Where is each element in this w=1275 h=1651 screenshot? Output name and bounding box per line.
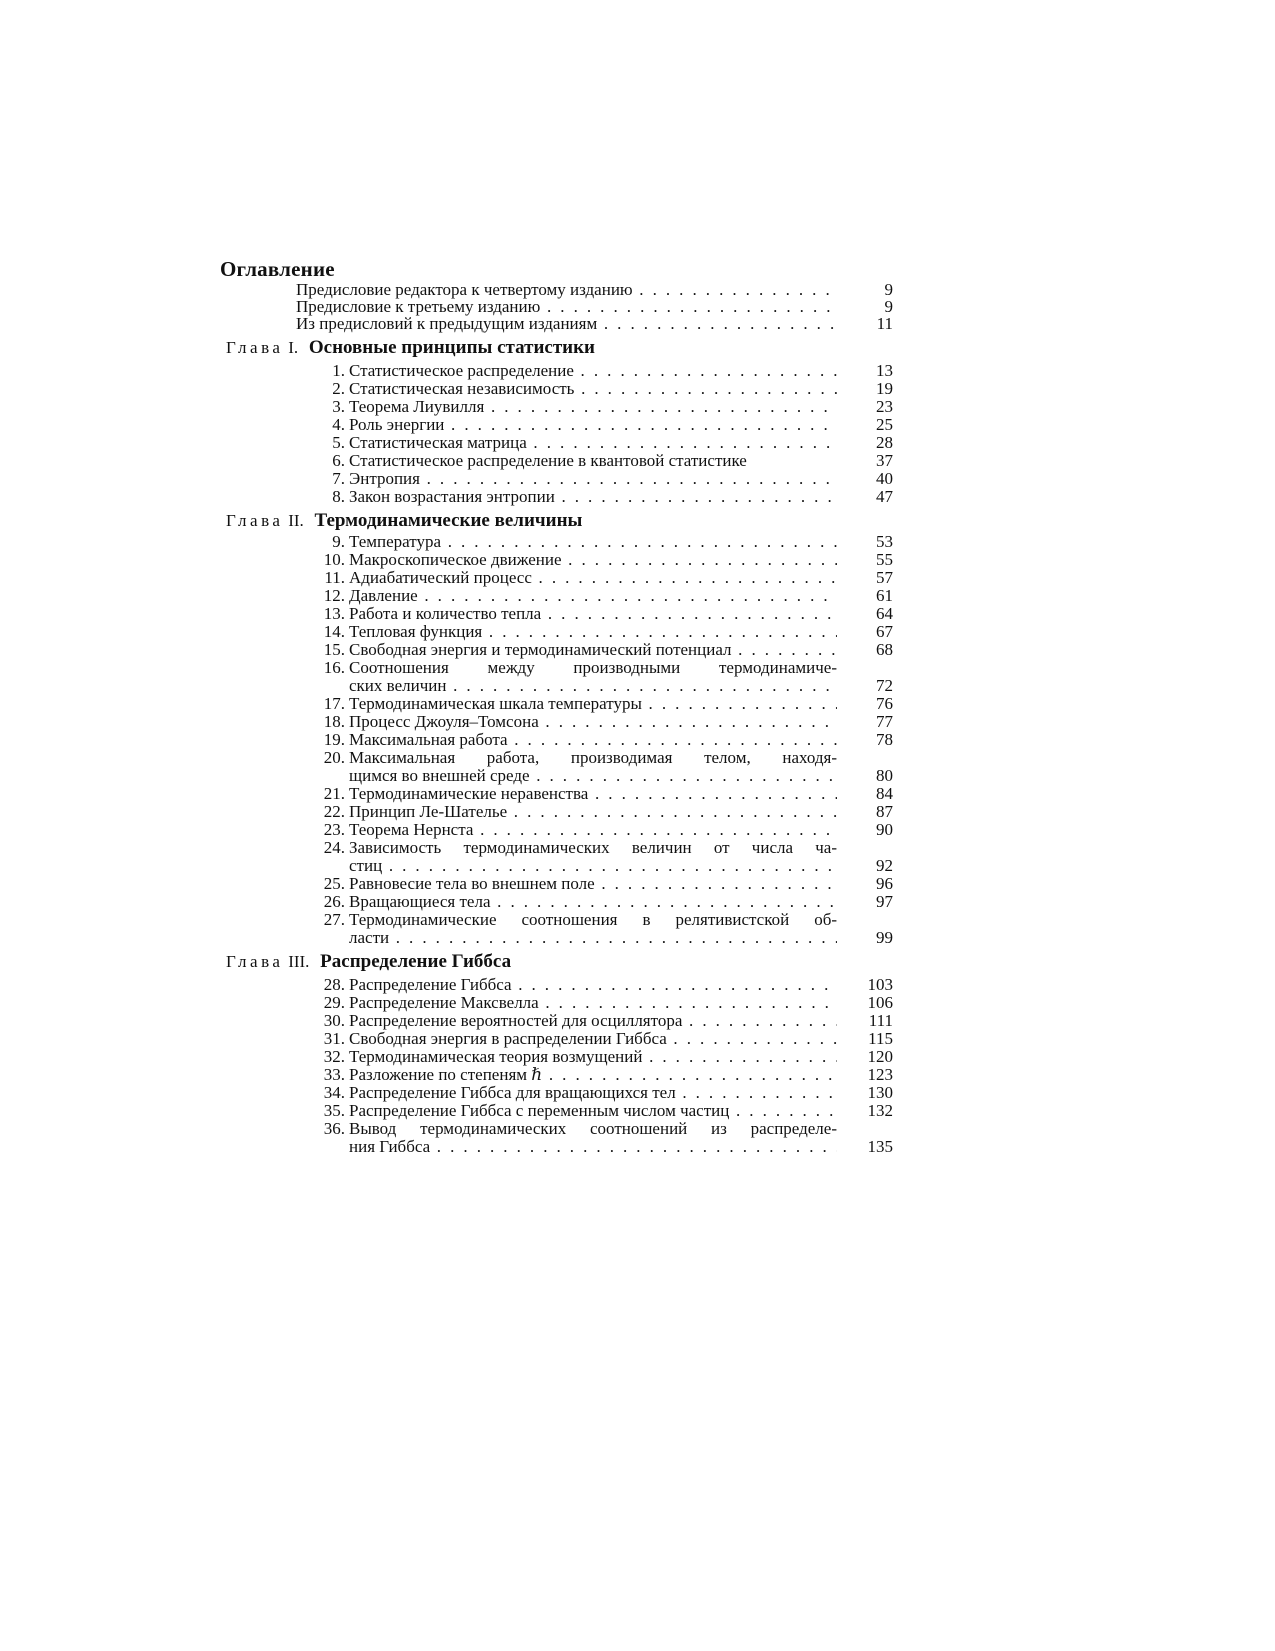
toc-entry (280, 1101, 893, 1120)
toc-entry (280, 802, 893, 821)
toc-entry (280, 993, 893, 1012)
entry-number: 9. (332, 532, 345, 551)
entry-page: 132 (867, 1101, 893, 1120)
chapter-number: II. (288, 511, 304, 530)
toc-entry (280, 451, 893, 470)
entry-number: 20. (323, 748, 345, 767)
entry-number: 22. (323, 802, 345, 821)
entry-number: 27. (323, 910, 345, 929)
toc-entry (280, 433, 893, 452)
entry-number: 19. (323, 730, 345, 749)
entry-number: 29. (323, 993, 345, 1012)
entry-page: 120 (867, 1047, 893, 1066)
entry-text: Термодинамические соотношения в релятивистской об- (349, 910, 837, 929)
chapter-title: Распределение Гиббса (320, 951, 512, 972)
entry-text: Соотношения между производными термодинамиче- (349, 658, 837, 677)
toc-entry (280, 784, 893, 803)
entry-number: 31. (323, 1029, 345, 1048)
entry-page: 111 (868, 1011, 893, 1030)
entry-text: Процесс Джоуля–Томсона . . . (349, 712, 837, 731)
entry-number: 15. (323, 640, 345, 659)
toc-entry (280, 1029, 893, 1048)
entry-text: Предисловие к третьему изданию . . . (296, 297, 837, 316)
entry-number: 10. (323, 550, 345, 569)
entry-page: 64 (876, 604, 893, 623)
entry-text: Термодинамическая теория возмущений . . . (349, 1047, 837, 1066)
entry-number: 21. (323, 784, 345, 803)
toc-entry (280, 550, 893, 569)
entry-text: Работа и количество тепла . . . (349, 604, 837, 623)
toc-entry (280, 604, 893, 623)
toc-entry (280, 415, 893, 434)
toc-entry (280, 314, 893, 333)
entry-number: 3. (332, 397, 345, 416)
chapter-heading (226, 950, 511, 974)
toc-entry (280, 586, 893, 605)
chapter-prefix: Глава (226, 952, 284, 971)
entry-text: Термодинамическая шкала температуры . . . (349, 694, 837, 713)
toc-entry (280, 1083, 893, 1102)
entry-page: 68 (876, 640, 893, 659)
entry-page: 47 (876, 487, 893, 506)
entry-text: Давление . . . (349, 586, 837, 605)
toc-entry (280, 730, 893, 749)
toc-entry (280, 568, 893, 587)
entry-text: Роль энергии . . . (349, 415, 837, 434)
entry-text: Вращающиеся тела . . . (349, 892, 837, 911)
entry-page: 115 (868, 1029, 893, 1048)
entry-text: Из предисловий к предыдущим изданиям . . . (296, 314, 837, 333)
entry-page: 103 (867, 975, 893, 994)
entry-text: Вывод термодинамических соотношений из распределе- (349, 1119, 837, 1138)
chapter-prefix: Глава (226, 338, 284, 357)
entry-page: 97 (876, 892, 893, 911)
entry-number: 17. (323, 694, 345, 713)
chapter-prefix: Глава (226, 511, 284, 530)
toc-entry (280, 874, 893, 893)
toc-entry (280, 748, 893, 767)
entry-page: 135 (867, 1137, 893, 1156)
entry-text: Предисловие редактора к четвертому изданию . . . (296, 280, 837, 299)
toc-entry (280, 838, 893, 857)
toc-entry-continued (280, 676, 893, 695)
chapter-number: III. (288, 952, 310, 971)
entry-number: 35. (323, 1101, 345, 1120)
entry-page: 77 (876, 712, 893, 731)
entry-text: Свободная энергия в распределении Гиббса . . . (349, 1029, 837, 1048)
toc-entry (280, 712, 893, 731)
toc-entry-continued (280, 766, 893, 785)
entry-number: 5. (332, 433, 345, 452)
entry-number: 8. (332, 487, 345, 506)
entry-text: Энтропия . . . (349, 469, 837, 488)
entry-number: 13. (323, 604, 345, 623)
entry-page: 76 (876, 694, 893, 713)
entry-page: 61 (876, 586, 893, 605)
entry-text: Распределение вероятностей для осциллятора . . . (349, 1011, 837, 1030)
entry-number: 6. (332, 451, 345, 470)
entry-number: 26. (323, 892, 345, 911)
entry-page: 37 (876, 451, 893, 470)
toc-entry (280, 1065, 893, 1084)
toc-title: Оглавление (220, 257, 335, 281)
entry-page: 130 (867, 1083, 893, 1102)
toc-entry (280, 658, 893, 677)
entry-text: Равновесие тела во внешнем поле . . . (349, 874, 837, 893)
entry-text: Теорема Нернста . . . (349, 820, 837, 839)
toc-entry-continued (280, 1137, 893, 1156)
entry-page: 57 (876, 568, 893, 587)
entry-number: 24. (323, 838, 345, 857)
entry-text: Макроскопическое движение . . . (349, 550, 837, 569)
toc-entry (280, 487, 893, 506)
entry-page: 13 (876, 361, 893, 380)
entry-text: Свободная энергия и термодинамический потенциал . . . (349, 640, 837, 659)
entry-text: ласти . . . (349, 928, 837, 947)
entry-number: 11. (324, 568, 345, 587)
entry-number: 12. (323, 586, 345, 605)
toc-entry (280, 397, 893, 416)
toc-entry (280, 640, 893, 659)
entry-number: 34. (323, 1083, 345, 1102)
entry-text: Теорема Лиувилля . . . (349, 397, 837, 416)
entry-page: 72 (876, 676, 893, 695)
entry-number: 7. (332, 469, 345, 488)
entry-text: Статистическая матрица . . . (349, 433, 837, 452)
entry-text: Распределение Гиббса с переменным числом частиц . . . (349, 1101, 837, 1120)
toc-entry-continued (280, 928, 893, 947)
toc-entry (280, 1119, 893, 1138)
entry-text: Разложение по степеням ℏ . . . (349, 1065, 837, 1084)
chapter-number: I. (288, 338, 299, 357)
toc-entry (280, 379, 893, 398)
entry-page: 23 (876, 397, 893, 416)
entry-page: 96 (876, 874, 893, 893)
entry-number: 28. (323, 975, 345, 994)
entry-page: 40 (876, 469, 893, 488)
toc-entry (280, 892, 893, 911)
entry-page: 25 (876, 415, 893, 434)
toc-entry (280, 694, 893, 713)
entry-number: 25. (323, 874, 345, 893)
toc-entry (280, 820, 893, 839)
entry-number: 18. (323, 712, 345, 731)
entry-page: 55 (876, 550, 893, 569)
entry-page: 53 (876, 532, 893, 551)
entry-number: 36. (323, 1119, 345, 1138)
chapter-title: Основные принципы статистики (308, 337, 596, 358)
entry-page: 90 (876, 820, 893, 839)
entry-text: Термодинамические неравенства . . . (349, 784, 837, 803)
entry-page: 67 (876, 622, 893, 641)
entry-text: ния Гиббса . . . (349, 1137, 837, 1156)
entry-text: Тепловая функция . . . (349, 622, 837, 641)
chapter-title: Термодинамические величины (314, 510, 583, 531)
entry-text: Статистическое распределение в квантовой статистике (349, 451, 747, 470)
entry-text: Максимальная работа, производимая телом, находя- (349, 748, 837, 767)
toc-entry (280, 975, 893, 994)
entry-page: 92 (876, 856, 893, 875)
toc-entry (280, 622, 893, 641)
entry-text: щимся во внешней среде . . . (349, 766, 837, 785)
entry-text: Принцип Ле-Шателье . . . (349, 802, 837, 821)
entry-text: Распределение Гиббса . . . (349, 975, 837, 994)
entry-number: 1. (332, 361, 345, 380)
toc-entry (280, 469, 893, 488)
entry-number: 14. (323, 622, 345, 641)
entry-page: 11 (876, 314, 893, 333)
entry-page: 84 (876, 784, 893, 803)
entry-number: 2. (332, 379, 345, 398)
entry-number: 4. (332, 415, 345, 434)
chapter-heading (226, 336, 595, 360)
entry-text: Распределение Максвелла . . . (349, 993, 837, 1012)
entry-page: 99 (876, 928, 893, 947)
entry-text: Зависимость термодинамических величин от числа ча- (349, 838, 837, 857)
entry-text: Статистическое распределение . . . (349, 361, 837, 380)
toc-entry (280, 1047, 893, 1066)
entry-text: ских величин . . . (349, 676, 837, 695)
toc-entry (280, 532, 893, 551)
entry-text: Максимальная работа . . . (349, 730, 837, 749)
entry-text: Статистическая независимость . . . (349, 379, 837, 398)
toc-entry (280, 910, 893, 929)
entry-page: 9 (884, 297, 893, 316)
entry-number: 33. (323, 1065, 345, 1084)
entry-text: Адиабатический процесс . . . (349, 568, 837, 587)
entry-number: 23. (323, 820, 345, 839)
entry-page: 123 (867, 1065, 893, 1084)
entry-page: 80 (876, 766, 893, 785)
entry-number: 30. (323, 1011, 345, 1030)
entry-number: 32. (323, 1047, 345, 1066)
entry-text: Распределение Гиббса для вращающихся тел . . . (349, 1083, 837, 1102)
entry-page: 106 (867, 993, 893, 1012)
toc-entry (280, 361, 893, 380)
entry-page: 28 (876, 433, 893, 452)
toc-entry-continued (280, 856, 893, 875)
entry-page: 78 (876, 730, 893, 749)
chapter-heading (226, 509, 582, 533)
entry-text: стиц . . . (349, 856, 837, 875)
entry-text: Температура . . . (349, 532, 837, 551)
entry-page: 87 (876, 802, 893, 821)
entry-page: 19 (876, 379, 893, 398)
entry-number: 16. (323, 658, 345, 677)
toc-entry (280, 1011, 893, 1030)
entry-text: Закон возрастания энтропии . . . (349, 487, 837, 506)
entry-page: 9 (884, 280, 893, 299)
